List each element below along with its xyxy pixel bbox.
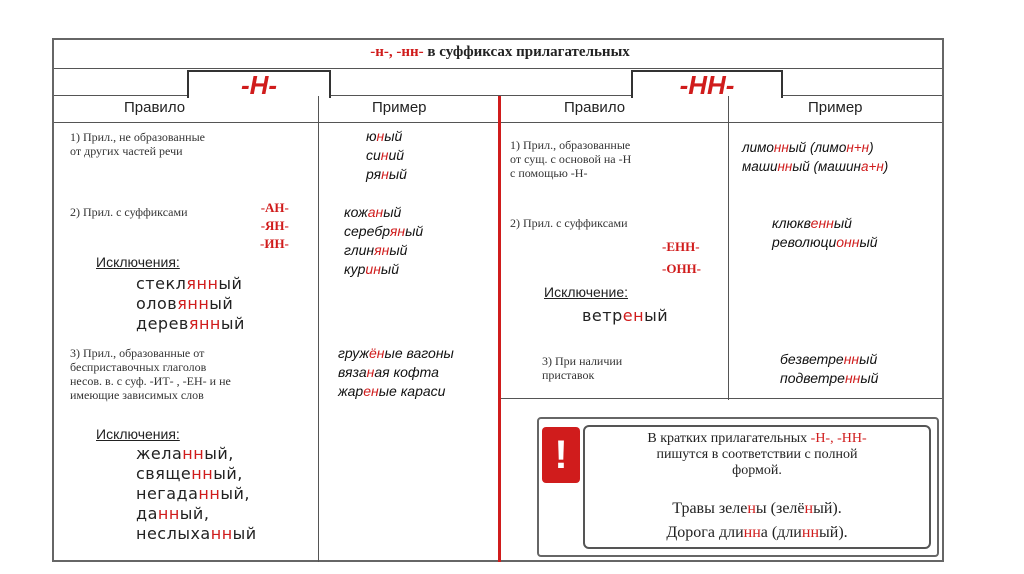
header-rule-right: Правило [564, 99, 626, 116]
note-text: В кратких прилагательных -Н-, -НН- пишутся в соответствии с полной формой. [647, 431, 867, 478]
right-rule-2-suffixes: -ЕНН- -ОНН- [662, 239, 701, 276]
right-rule-2: 2) Прил. с суффиксами [510, 216, 628, 230]
right-rule-1: 1) Прил., образованные от сущ. с основой на -Н с помощью -Н- [510, 138, 632, 180]
example-word: глиняный [344, 242, 408, 258]
left-rule-2: 2) Прил. с суффиксами [70, 205, 188, 219]
example-word: машинный (машина+н) [742, 159, 889, 174]
left-rule-1: 1) Прил., не образованные от других частей речи [70, 130, 205, 158]
exception-word: данный, [136, 504, 210, 523]
sheet-title: -н-, -нн- в суффиксах прилагательных [370, 44, 630, 60]
left-rule-3-examples [338, 344, 454, 401]
right-rule-2-examples [772, 214, 878, 252]
header-example-right: Пример [808, 99, 863, 116]
note-examples [585, 497, 929, 545]
left-exceptions-1-label: Исключения: [96, 254, 180, 270]
header-rule-left: Правило [124, 99, 186, 116]
right-exception-label: Исключение: [544, 284, 629, 300]
left-rule-3: 3) Прил., образованные от бесприставочных глаголов несов. в. с суф. -ИТ- , -ЕН- и не имеющие зависимых слов [70, 346, 231, 402]
left-rule-2-examples [344, 203, 423, 279]
left-rule-2-suffixes: -АН- -ЯН- -ИН- [260, 200, 289, 251]
example-word: подветренный [780, 370, 879, 386]
exception-word: негаданный, [136, 484, 250, 503]
left-rule-1-examples [366, 127, 407, 184]
rules-sheet [52, 38, 944, 562]
exception-word: стеклянный [136, 274, 243, 293]
example-word: серебряный [344, 223, 424, 239]
example-word: клюквенный [772, 215, 852, 231]
exception-word: священный, [136, 464, 243, 483]
left-exceptions-2-label: Исключения: [96, 426, 180, 442]
example-word: безветренный [780, 351, 878, 367]
exception-word: оловянный [136, 294, 234, 313]
exception-word: неслыханный [136, 524, 257, 543]
tab-nn: -НН- [631, 70, 783, 98]
note-example: Дорога длинна (длинный). [666, 524, 848, 541]
exclamation-icon: ! [542, 427, 580, 483]
example-word: куриный [344, 261, 399, 277]
example-word: ряный [366, 166, 407, 182]
example-word: кожаный [344, 204, 402, 220]
exception-word: желанный, [136, 444, 234, 463]
right-rule-1-examples [742, 138, 888, 176]
tab-n: -Н- [187, 70, 331, 98]
example-word: лимонный (лимон+н) [742, 140, 874, 155]
example-word: революционный [772, 234, 878, 250]
left-exceptions-2 [136, 444, 257, 544]
right-rule-3-examples [780, 350, 878, 388]
left-exceptions-1 [136, 274, 245, 334]
right-rule-3: 3) При наличии приставок [542, 354, 623, 382]
right-exception-word: ветреный [582, 306, 669, 325]
example-word: юный [366, 128, 403, 144]
note-example: Травы зелены (зелёный). [672, 500, 842, 517]
short-adjectives-note [537, 417, 939, 557]
example-phrase: жареные караси [338, 383, 446, 399]
example-phrase: гружёные вагоны [338, 345, 454, 361]
header-example-left: Пример [372, 99, 427, 116]
example-phrase: вязаная кофта [338, 364, 439, 380]
example-word: синий [366, 147, 405, 163]
exception-word: деревянный [136, 314, 245, 333]
